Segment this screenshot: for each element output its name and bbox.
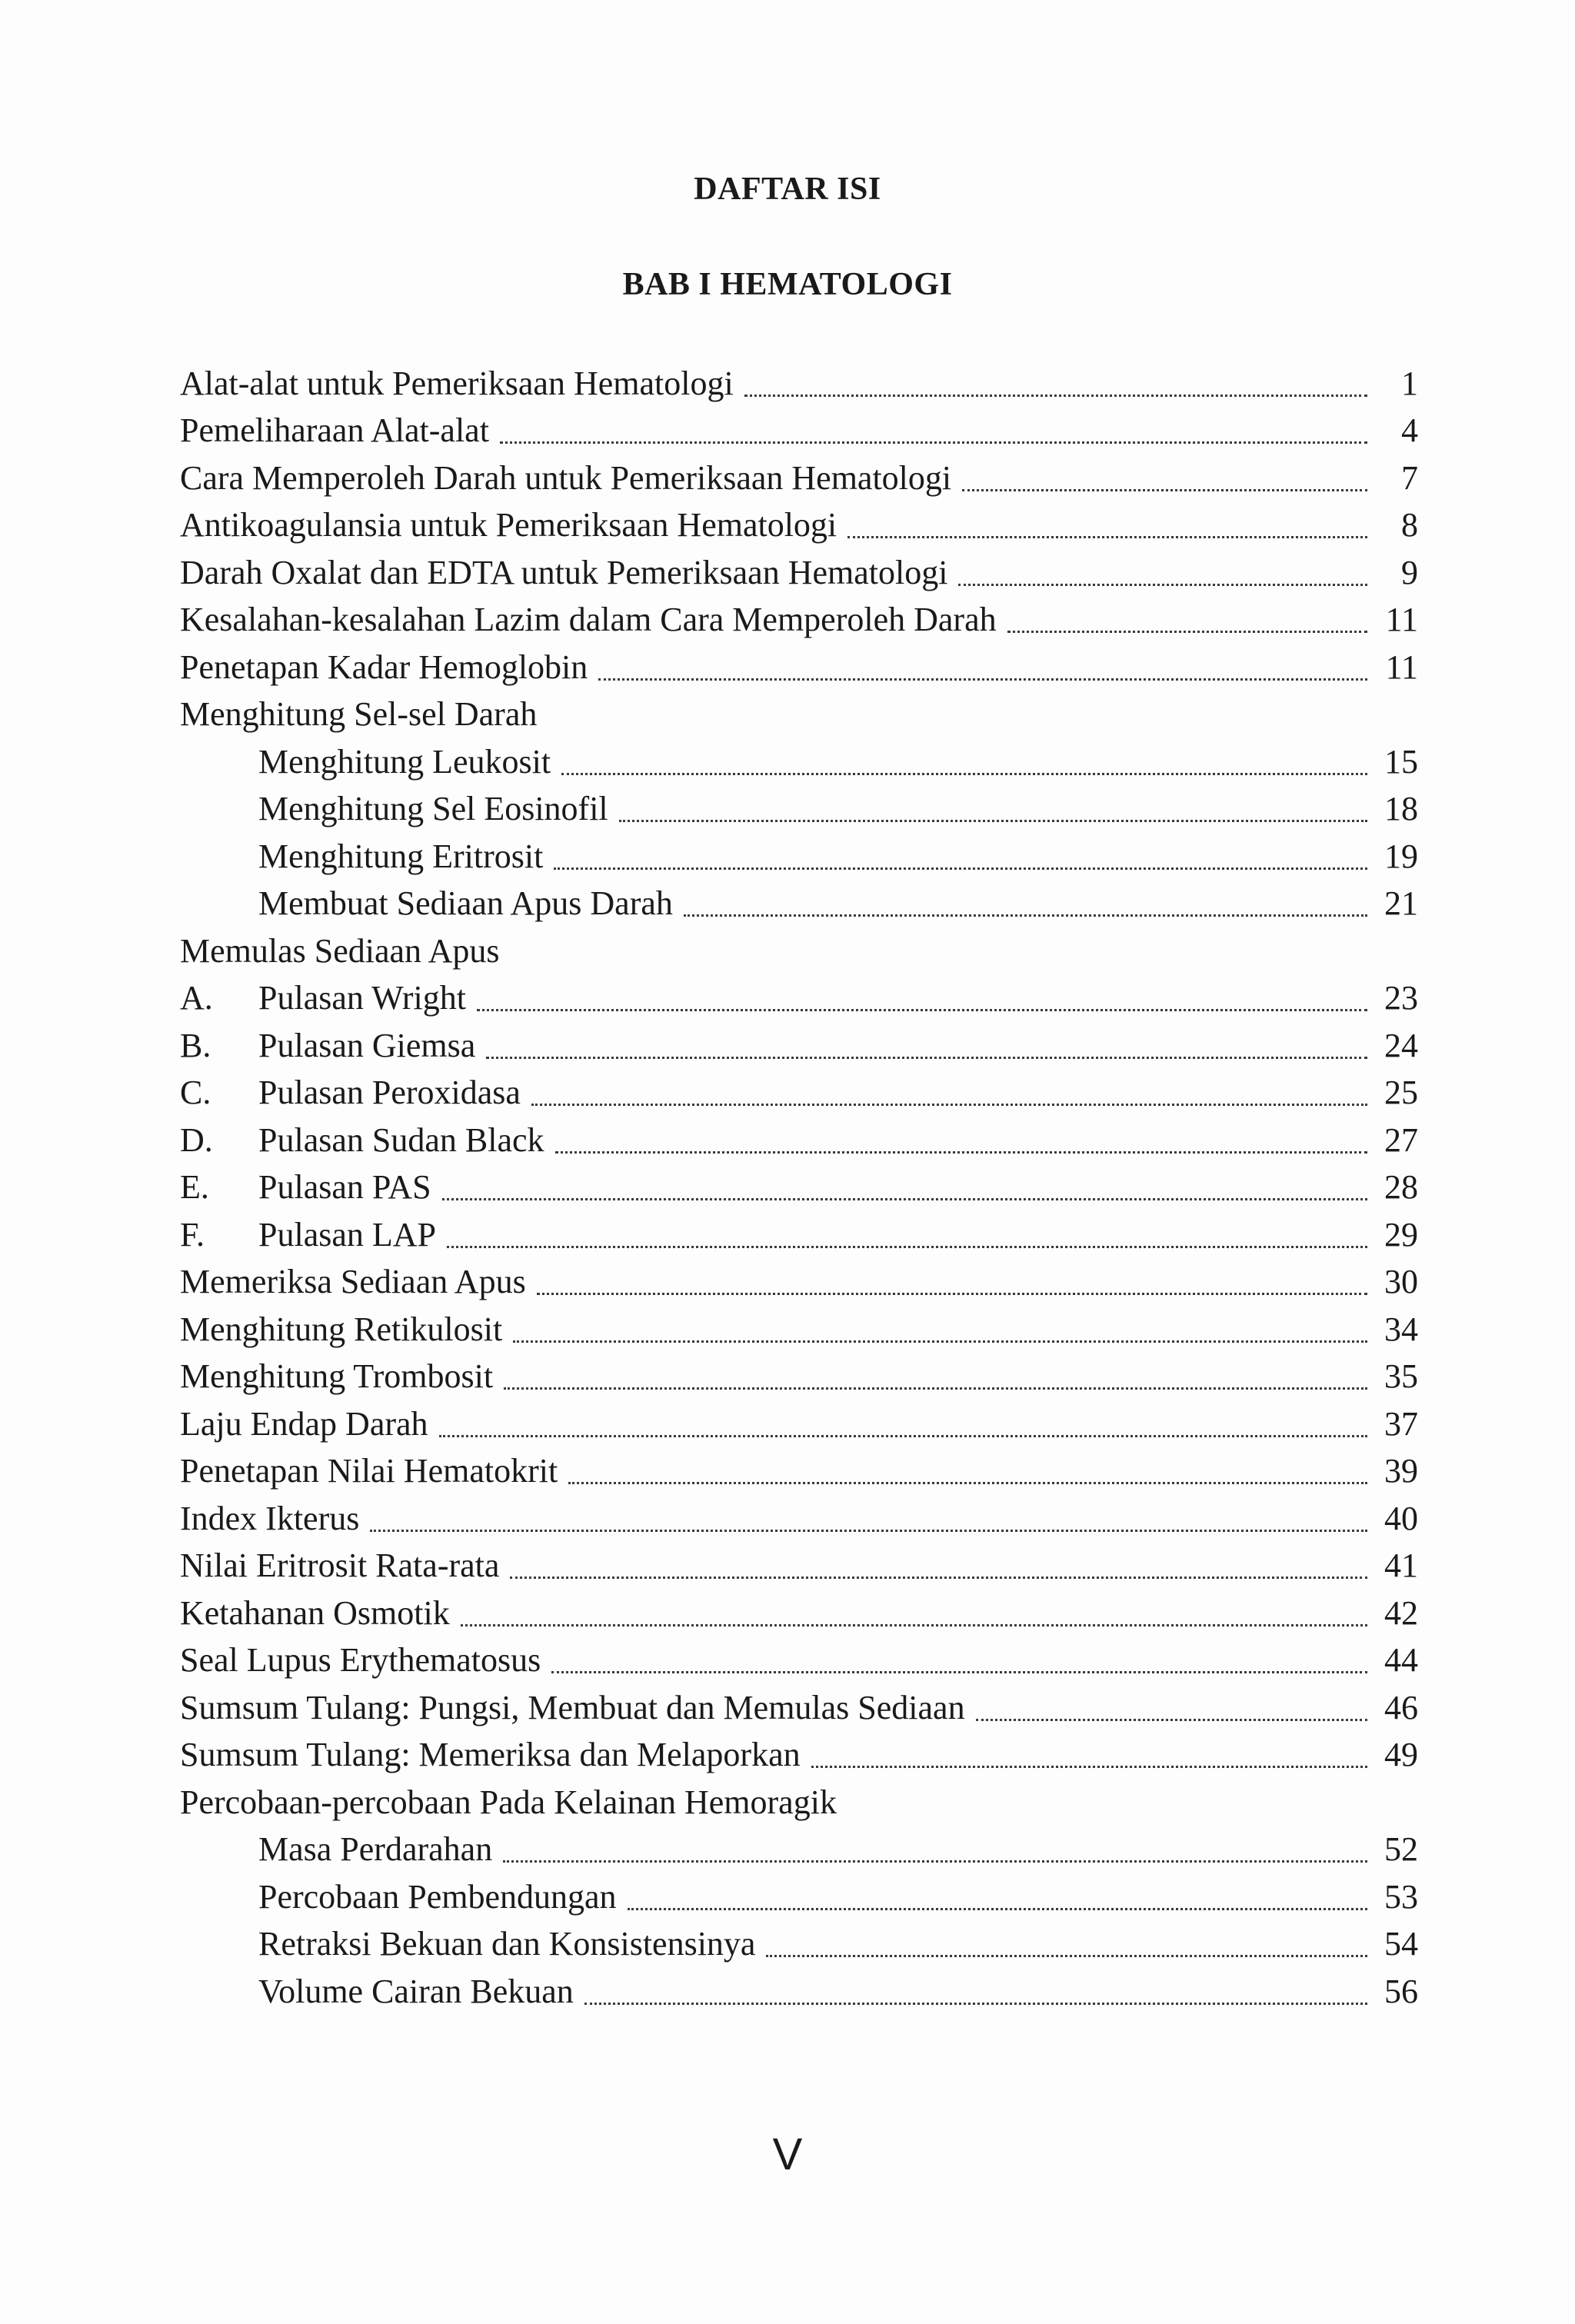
toc-entry-label-group: [180, 411, 489, 450]
toc-entry-page-number: 42: [1384, 1593, 1418, 1632]
dot-leader: [500, 441, 1367, 444]
toc-entry-title: Pemeliharaan Alat-alat: [180, 411, 489, 450]
toc-entry: [180, 1590, 1418, 1637]
toc-entry-title: Alat-alat untuk Pemeriksaan Hematologi: [180, 364, 734, 402]
toc-entry-page-number: 37: [1384, 1404, 1418, 1443]
toc-entry-title: Pulasan Giemsa: [258, 1026, 476, 1064]
toc-entry-label-group: [180, 792, 608, 826]
toc-entry-title: Darah Oxalat dan EDTA untuk Pemeriksaan Hematologi: [180, 553, 948, 591]
toc-entry-letter: F.: [180, 1215, 205, 1254]
toc-entry-page-number: 40: [1384, 1499, 1418, 1537]
toc-entry-page-number: 21: [1384, 884, 1418, 923]
toc-entry-title: Membuat Sediaan Apus Darah: [258, 884, 673, 923]
toc-entry: [180, 786, 1418, 834]
toc-entry-title: Sumsum Tulang: Memeriksa dan Melaporkan: [180, 1736, 801, 1774]
toc-entry-title: Percobaan Pembendungan: [258, 1877, 617, 1916]
toc-entry: [180, 1164, 1418, 1212]
toc-entry: [180, 360, 1418, 408]
dot-leader: [477, 1009, 1367, 1011]
toc-entry-page-number: 44: [1384, 1641, 1418, 1680]
toc-entry: [180, 1117, 1418, 1164]
toc-entry-label-group: [180, 981, 466, 1015]
dot-leader: [847, 536, 1367, 538]
toc-entry: [180, 1022, 1418, 1070]
toc-entry-page-number: 18: [1384, 790, 1418, 828]
toc-entry-label-group: [180, 1076, 521, 1110]
toc-entry-page-number: 1: [1401, 364, 1418, 402]
toc-entry: [180, 549, 1418, 597]
dot-leader: [619, 820, 1367, 822]
toc-entry: [180, 691, 1418, 739]
toc-entry: [180, 833, 1418, 881]
toc-entry-title: Menghitung Sel Eosinofil: [258, 790, 608, 828]
toc-entry-title: Memulas Sediaan Apus: [180, 931, 500, 970]
toc-entry-page-number: 56: [1384, 1972, 1418, 2010]
toc-entry-label-group: [180, 931, 500, 970]
toc-entry-label-group: [180, 1972, 574, 2010]
toc-entry-title: Cara Memperoleh Darah untuk Pemeriksaan Hematologi: [180, 458, 952, 497]
toc-entry: [180, 644, 1418, 691]
toc-entry: [180, 597, 1418, 644]
dot-leader: [370, 1530, 1367, 1532]
toc-entry-page-number: 28: [1384, 1168, 1418, 1207]
toc-entry-page-number: 53: [1384, 1877, 1418, 1916]
toc-entry-page-number: 11: [1385, 601, 1418, 639]
toc-entry: [180, 881, 1418, 928]
toc-entry-page-number: 35: [1384, 1357, 1418, 1396]
toc-entry-page-number: 30: [1384, 1263, 1418, 1301]
toc-entry-label-group: [180, 364, 734, 402]
toc-entry-label-group: [180, 1738, 801, 1772]
toc-entry: [180, 1921, 1418, 1969]
toc-entry-title: Menghitung Eritrosit: [258, 837, 544, 875]
dot-leader: [598, 678, 1367, 681]
toc-entry-letter: E.: [180, 1168, 209, 1207]
toc-entry: [180, 1732, 1418, 1780]
toc-entry-page-number: 9: [1401, 553, 1418, 591]
toc-entry-page-number: 54: [1384, 1925, 1418, 1963]
toc-entry: [180, 1543, 1418, 1590]
dot-leader: [1007, 631, 1367, 633]
toc-entry: [180, 1684, 1418, 1732]
dot-leader: [551, 1671, 1367, 1673]
toc-entry-label-group: [180, 1454, 558, 1488]
table-of-contents: [180, 360, 1418, 2016]
toc-entry-page-number: 15: [1384, 742, 1418, 781]
toc-entry: [180, 1495, 1418, 1543]
toc-entry-label-group: [180, 458, 952, 497]
dot-leader: [744, 395, 1367, 397]
toc-entry-title: Pulasan Sudan Black: [258, 1120, 544, 1159]
toc-entry-title: Volume Cairan Bekuan: [258, 1972, 574, 2010]
toc-entry-title: Pulasan Peroxidasa: [258, 1074, 521, 1112]
toc-entry-label-group: [180, 1783, 837, 1821]
dot-leader: [811, 1766, 1367, 1768]
toc-entry-letter: B.: [180, 1026, 211, 1064]
toc-entry: [180, 1448, 1418, 1496]
dot-leader: [555, 1151, 1367, 1154]
toc-entry-page-number: 27: [1384, 1120, 1418, 1159]
dot-leader: [510, 1577, 1367, 1579]
toc-entry: [180, 1259, 1418, 1307]
toc-entry-label-group: [180, 1357, 494, 1396]
toc-entry-title: Penetapan Nilai Hematokrit: [180, 1452, 558, 1490]
dot-leader: [976, 1719, 1367, 1721]
toc-entry-label-group: [180, 742, 551, 781]
toc-entry-title: Penetapan Kadar Hemoglobin: [180, 648, 588, 686]
toc-entry-label-group: [180, 1877, 617, 1916]
toc-entry: [180, 502, 1418, 550]
toc-entry: [180, 1353, 1418, 1401]
toc-entry-page-number: 24: [1384, 1026, 1418, 1064]
toc-entry-title: Nilai Eritrosit Rata-rata: [180, 1547, 500, 1585]
toc-entry-page-number: 8: [1401, 506, 1418, 544]
toc-entry-title: Memeriksa Sediaan Apus: [180, 1263, 526, 1301]
toc-entry: [180, 927, 1418, 975]
toc-entry-label-group: [180, 1168, 431, 1207]
toc-entry-page-number: 25: [1384, 1074, 1418, 1112]
toc-entry-title: Antikoagulansia untuk Pemeriksaan Hematologi: [180, 506, 837, 544]
toc-entry-title: Sumsum Tulang: Pungsi, Membuat dan Memulas Sediaan: [180, 1688, 965, 1726]
page-title: DAFTAR ISI: [694, 171, 881, 207]
toc-entry-label-group: [180, 1499, 360, 1537]
toc-entry-title: Menghitung Retikulosit: [180, 1310, 503, 1348]
toc-entry-label-group: [180, 837, 544, 875]
dot-leader: [554, 867, 1367, 870]
dot-leader: [442, 1198, 1367, 1200]
toc-entry: [180, 975, 1418, 1023]
toc-entry-title: Percobaan-percobaan Pada Kelainan Hemoragik: [180, 1783, 837, 1821]
toc-entry-label-group: [180, 1688, 965, 1726]
dot-leader: [584, 2003, 1367, 2005]
toc-entry-title: Retraksi Bekuan dan Konsistensinya: [258, 1925, 756, 1963]
toc-entry-page-number: 23: [1384, 979, 1418, 1017]
toc-entry-title: Menghitung Leukosit: [258, 742, 551, 781]
toc-entry-label-group: [180, 695, 538, 734]
toc-entry-page-number: 52: [1384, 1830, 1418, 1869]
toc-entry-title: Seal Lupus Erythematosus: [180, 1641, 541, 1680]
toc-entry: [180, 1873, 1418, 1921]
toc-entry-page-number: 49: [1384, 1736, 1418, 1774]
toc-entry: [180, 408, 1418, 455]
dot-leader: [568, 1482, 1367, 1484]
toc-entry-title: Pulasan PAS: [258, 1168, 431, 1207]
toc-entry: [180, 1968, 1418, 2016]
dot-leader: [684, 914, 1367, 917]
toc-entry-label-group: [180, 1593, 450, 1632]
toc-entry-page-number: 7: [1401, 458, 1418, 497]
toc-entry-label-group: [180, 1404, 428, 1443]
toc-entry-label-group: [180, 1310, 503, 1348]
toc-entry: [180, 1306, 1418, 1353]
toc-entry-letter: A.: [180, 979, 213, 1017]
toc-entry-title: Pulasan LAP: [258, 1215, 436, 1254]
chapter-title: BAB I HEMATOLOGI: [622, 267, 953, 302]
toc-entry-title: Ketahanan Osmotik: [180, 1593, 450, 1632]
toc-entry-label-group: [180, 603, 997, 637]
toc-entry: [180, 1070, 1418, 1117]
toc-entry-page-number: 41: [1384, 1547, 1418, 1585]
toc-entry-title: Menghitung Sel-sel Darah: [180, 695, 538, 734]
toc-entry-label-group: [180, 1830, 493, 1869]
toc-entry-page-number: 39: [1384, 1452, 1418, 1490]
toc-entry-title: Laju Endap Darah: [180, 1404, 428, 1443]
toc-entry: [180, 1779, 1418, 1826]
dot-leader: [513, 1340, 1367, 1343]
toc-entry-label-group: [180, 648, 588, 686]
toc-entry-label-group: [180, 508, 837, 542]
dot-leader: [628, 1908, 1367, 1910]
toc-entry-label-group: [180, 1927, 755, 1961]
dot-leader: [503, 1860, 1367, 1863]
toc-entry-label-group: [180, 1265, 526, 1299]
toc-entry-label-group: [180, 884, 673, 923]
toc-entry-letter: C.: [180, 1074, 211, 1112]
toc-entry-page-number: 46: [1384, 1688, 1418, 1726]
toc-entry: [180, 1637, 1418, 1685]
toc-entry-page-number: 19: [1384, 837, 1418, 875]
toc-entry: [180, 454, 1418, 502]
toc-entry-letter: D.: [180, 1120, 213, 1159]
toc-entry-title: Menghitung Trombosit: [180, 1357, 494, 1396]
dot-leader: [531, 1104, 1367, 1106]
toc-entry-page-number: 34: [1384, 1310, 1418, 1348]
toc-entry-title: Pulasan Wright: [258, 979, 466, 1017]
dot-leader: [461, 1624, 1367, 1626]
dot-leader: [962, 489, 1367, 491]
toc-entry-label-group: [180, 1215, 436, 1254]
toc-entry-page-number: 29: [1384, 1215, 1418, 1254]
toc-entry-title: Masa Perdarahan: [258, 1830, 493, 1869]
toc-entry-page-number: 11: [1385, 648, 1418, 686]
dot-leader: [537, 1293, 1367, 1295]
toc-entry-title: Kesalahan-kesalahan Lazim dalam Cara Memperoleh Darah: [180, 601, 997, 639]
toc-entry: [180, 738, 1418, 786]
toc-entry-page-number: 4: [1401, 411, 1418, 450]
toc-entry-label-group: [180, 1120, 544, 1159]
page-number: V: [772, 2129, 803, 2179]
toc-entry-label-group: [180, 1549, 499, 1583]
dot-leader: [486, 1057, 1367, 1059]
dot-leader: [766, 1955, 1367, 1957]
toc-entry: [180, 1211, 1418, 1259]
toc-entry-label-group: [180, 553, 948, 591]
toc-entry: [180, 1826, 1418, 1874]
dot-leader: [439, 1435, 1367, 1437]
toc-entry-label-group: [180, 1026, 476, 1064]
toc-entry: [180, 1400, 1418, 1448]
dot-leader: [958, 584, 1367, 586]
dot-leader: [504, 1387, 1367, 1390]
toc-entry-label-group: [180, 1641, 541, 1680]
dot-leader: [561, 773, 1367, 775]
toc-entry-title: Index Ikterus: [180, 1499, 360, 1537]
dot-leader: [447, 1246, 1367, 1248]
